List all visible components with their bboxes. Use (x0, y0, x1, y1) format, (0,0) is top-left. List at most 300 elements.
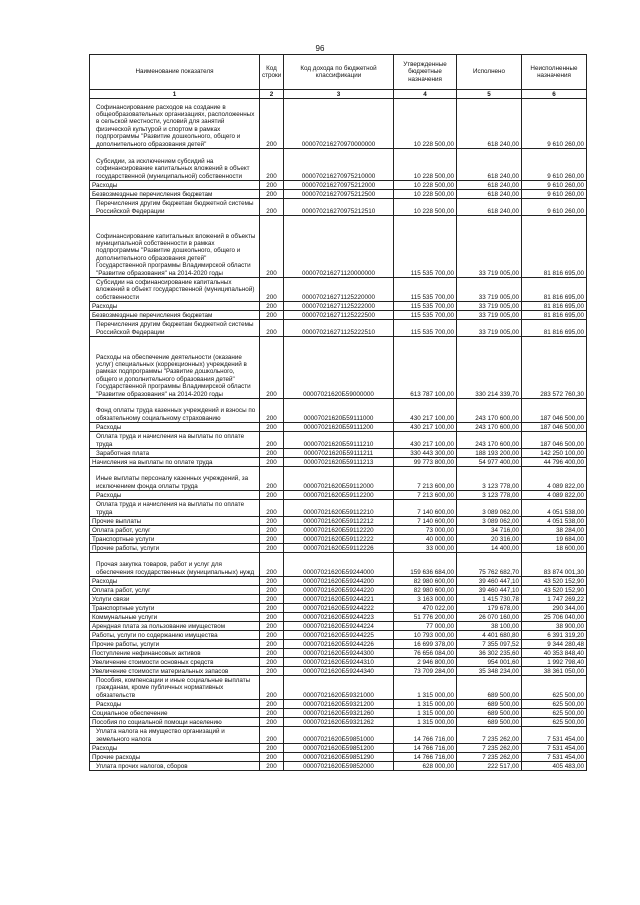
row-name: Оплата труда и начисления на выплаты по оплате труда (90, 500, 260, 517)
row-income-code: 000070216270975212500 (284, 190, 394, 199)
row-line-code: 200 (260, 467, 284, 491)
row-approved: 7 140 600,00 (394, 517, 457, 526)
row-line-code: 200 (260, 553, 284, 577)
row-line-code: 200 (260, 216, 284, 278)
header-executed: Исполнено (457, 55, 522, 90)
row-name: Расходы (90, 491, 260, 500)
row-line-code: 200 (260, 181, 284, 190)
row-unexecuted: 44 796 400,00 (522, 458, 587, 467)
row-executed: 689 500,00 (457, 718, 522, 727)
row-approved: 1 315 000,00 (394, 700, 457, 709)
row-unexecuted: 7 531 454,00 (522, 727, 587, 744)
row-line-code: 200 (260, 517, 284, 526)
row-line-code: 200 (260, 709, 284, 718)
row-unexecuted: 4 051 538,00 (522, 517, 587, 526)
row-name: Транспортные услуги (90, 535, 260, 544)
row-income-code: 00007021620Б59244225 (284, 631, 394, 640)
table-row (90, 190, 587, 199)
row-unexecuted: 1 992 798,40 (522, 658, 587, 667)
row-executed: 33 719 005,00 (457, 311, 522, 320)
row-approved: 51 776 200,00 (394, 613, 457, 622)
row-executed: 7 235 262,00 (457, 727, 522, 744)
row-income-code: 00007021620Б59111211 (284, 449, 394, 458)
row-name: Заработная плата (90, 449, 260, 458)
row-executed: 33 719 005,00 (457, 216, 522, 278)
row-income-code: 00007021620Б59112222 (284, 535, 394, 544)
row-line-code: 200 (260, 302, 284, 311)
row-executed: 330 214 339,70 (457, 337, 522, 399)
row-income-code: 00007021620Б59244223 (284, 613, 394, 622)
row-approved: 77 000,00 (394, 622, 457, 631)
row-line-code: 200 (260, 423, 284, 432)
row-approved: 115 535 700,00 (394, 320, 457, 337)
table-row (90, 337, 587, 399)
table-row (90, 553, 587, 577)
row-line-code: 200 (260, 586, 284, 595)
header-income-code: Код дохода по бюджетной классификации (284, 55, 394, 90)
table-row (90, 709, 587, 718)
row-line-code: 200 (260, 311, 284, 320)
row-unexecuted: 81 816 695,00 (522, 278, 587, 302)
row-line-code: 200 (260, 595, 284, 604)
header-row (90, 55, 587, 90)
row-name: Прочие работы, услуги (90, 544, 260, 553)
row-executed: 14 400,00 (457, 544, 522, 553)
row-income-code: 000070216271125220000 (284, 278, 394, 302)
row-unexecuted: 290 344,00 (522, 604, 587, 613)
row-name: Коммунальные услуги (90, 613, 260, 622)
row-line-code: 200 (260, 458, 284, 467)
row-approved: 3 163 000,00 (394, 595, 457, 604)
table-row (90, 399, 587, 423)
row-approved: 10 793 000,00 (394, 631, 457, 640)
table-row (90, 658, 587, 667)
row-name: Работы, услуги по содержанию имущества (90, 631, 260, 640)
table-row (90, 432, 587, 449)
row-unexecuted: 4 089 822,00 (522, 491, 587, 500)
table-row (90, 458, 587, 467)
table-row (90, 544, 587, 553)
col-index: 6 (522, 90, 587, 99)
row-line-code: 200 (260, 700, 284, 709)
row-executed: 618 240,00 (457, 149, 522, 181)
row-income-code: 000070216270975212000 (284, 181, 394, 190)
row-income-code: 000070216270970000000 (284, 99, 394, 149)
row-unexecuted: 9 344 280,48 (522, 640, 587, 649)
row-executed: 7 235 262,00 (457, 753, 522, 762)
row-unexecuted: 6 391 319,20 (522, 631, 587, 640)
row-unexecuted: 4 051 538,00 (522, 500, 587, 517)
row-unexecuted: 7 531 454,00 (522, 744, 587, 753)
table-row (90, 302, 587, 311)
row-executed: 954 001,60 (457, 658, 522, 667)
table-row (90, 423, 587, 432)
page-number: 96 (315, 44, 325, 53)
col-index: 4 (394, 90, 457, 99)
row-line-code: 200 (260, 613, 284, 622)
row-line-code: 200 (260, 604, 284, 613)
row-approved: 628 000,00 (394, 762, 457, 771)
row-executed: 39 460 447,10 (457, 577, 522, 586)
row-income-code: 00007021620Б59851000 (284, 727, 394, 744)
row-approved: 2 946 800,00 (394, 658, 457, 667)
row-name: Прочие работы, услуги (90, 640, 260, 649)
row-approved: 470 022,00 (394, 604, 457, 613)
row-line-code: 200 (260, 544, 284, 553)
row-unexecuted: 9 610 260,00 (522, 199, 587, 216)
col-index: 5 (457, 90, 522, 99)
row-name: Фонд оплаты труда казенных учреждений и взносы по обязательному социальному страхованию (90, 399, 260, 423)
row-income-code: 00007021620Б59112220 (284, 526, 394, 535)
row-unexecuted: 1 747 269,22 (522, 595, 587, 604)
row-executed: 3 123 778,00 (457, 491, 522, 500)
row-line-code: 200 (260, 99, 284, 149)
row-executed: 243 170 600,00 (457, 399, 522, 423)
row-line-code: 200 (260, 753, 284, 762)
row-approved: 82 980 600,00 (394, 577, 457, 586)
row-name: Оплата работ, услуг (90, 526, 260, 535)
row-unexecuted: 19 684,00 (522, 535, 587, 544)
table-row (90, 640, 587, 649)
row-name: Субсидии, за исключением субсидий на софинансирование капитальных вложений в объект государственной (муниципальной) собственности (90, 149, 260, 181)
row-line-code: 200 (260, 449, 284, 458)
row-line-code: 200 (260, 199, 284, 216)
row-income-code: 000070216271120000000 (284, 216, 394, 278)
row-line-code: 200 (260, 658, 284, 667)
row-name: Увеличение стоимости основных средств (90, 658, 260, 667)
row-unexecuted: 38 284,00 (522, 526, 587, 535)
header-name: Наименование показателя (90, 55, 260, 90)
row-name: Прочие выплаты (90, 517, 260, 526)
row-executed: 618 240,00 (457, 190, 522, 199)
row-income-code: 00007021620Б59321200 (284, 700, 394, 709)
row-income-code: 00007021620Б59112200 (284, 491, 394, 500)
row-name: Оплата труда и начисления на выплаты по оплате труда (90, 432, 260, 449)
table-row (90, 149, 587, 181)
row-line-code: 200 (260, 727, 284, 744)
row-executed: 188 193 200,00 (457, 449, 522, 458)
col-index: 2 (260, 90, 284, 99)
header-approved: Утвержденные бюджетные назначения (394, 55, 457, 90)
row-unexecuted: 283 572 760,30 (522, 337, 587, 399)
row-executed: 54 977 400,00 (457, 458, 522, 467)
row-approved: 10 228 500,00 (394, 99, 457, 149)
row-unexecuted: 38 900,00 (522, 622, 587, 631)
row-name: Расходы (90, 181, 260, 190)
row-income-code: 00007021620Б59244000 (284, 553, 394, 577)
row-name: Начисления на выплаты по оплате труда (90, 458, 260, 467)
row-income-code: 00007021620Б59112226 (284, 544, 394, 553)
row-executed: 33 719 005,00 (457, 302, 522, 311)
row-income-code: 00007021620Б59244224 (284, 622, 394, 631)
table-row (90, 199, 587, 216)
row-executed: 20 316,00 (457, 535, 522, 544)
row-executed: 243 170 600,00 (457, 423, 522, 432)
row-name: Арендная плата за пользование имуществом (90, 622, 260, 631)
table-body (90, 99, 587, 771)
row-unexecuted: 187 046 500,00 (522, 423, 587, 432)
row-approved: 99 773 800,00 (394, 458, 457, 467)
row-name: Транспортные услуги (90, 604, 260, 613)
column-index-row (90, 90, 587, 99)
row-income-code: 000070216270975210000 (284, 149, 394, 181)
row-unexecuted: 625 500,00 (522, 676, 587, 700)
row-line-code: 200 (260, 631, 284, 640)
row-unexecuted: 625 500,00 (522, 700, 587, 709)
row-line-code: 200 (260, 526, 284, 535)
table-row (90, 577, 587, 586)
row-line-code: 200 (260, 337, 284, 399)
row-line-code: 200 (260, 500, 284, 517)
col-index: 3 (284, 90, 394, 99)
table-row (90, 467, 587, 491)
row-executed: 243 170 600,00 (457, 432, 522, 449)
row-executed: 3 089 062,00 (457, 517, 522, 526)
row-approved: 7 140 600,00 (394, 500, 457, 517)
row-approved: 10 228 500,00 (394, 181, 457, 190)
row-unexecuted: 43 520 152,90 (522, 586, 587, 595)
row-income-code: 00007021620Б59244221 (284, 595, 394, 604)
row-executed: 33 719 005,00 (457, 320, 522, 337)
row-approved: 14 766 716,00 (394, 727, 457, 744)
row-income-code: 00007021620Б59321262 (284, 718, 394, 727)
table-row (90, 320, 587, 337)
row-approved: 115 535 700,00 (394, 216, 457, 278)
row-approved: 115 535 700,00 (394, 302, 457, 311)
row-line-code: 200 (260, 667, 284, 676)
table-row (90, 604, 587, 613)
row-unexecuted: 4 089 822,00 (522, 467, 587, 491)
row-income-code: 00007021620Б59244300 (284, 649, 394, 658)
row-income-code: 00007021620Б59851200 (284, 744, 394, 753)
row-line-code: 200 (260, 718, 284, 727)
row-income-code: 00007021620Б59244220 (284, 586, 394, 595)
row-income-code: 00007021620Б59244222 (284, 604, 394, 613)
row-line-code: 200 (260, 190, 284, 199)
row-name: Прочие расходы (90, 753, 260, 762)
header-line-code: Код строки (260, 55, 284, 90)
row-approved: 430 217 100,00 (394, 399, 457, 423)
row-executed: 26 070 160,00 (457, 613, 522, 622)
row-executed: 33 719 005,00 (457, 278, 522, 302)
row-executed: 75 762 682,70 (457, 553, 522, 577)
table-row (90, 700, 587, 709)
table-row (90, 762, 587, 771)
row-line-code: 200 (260, 577, 284, 586)
row-approved: 10 228 500,00 (394, 149, 457, 181)
row-income-code: 000070216270975212510 (284, 199, 394, 216)
row-name: Социальное обеспечение (90, 709, 260, 718)
row-approved: 115 535 700,00 (394, 278, 457, 302)
row-income-code: 00007021620Б59244200 (284, 577, 394, 586)
table-row (90, 753, 587, 762)
row-unexecuted: 187 046 500,00 (522, 399, 587, 423)
row-executed: 618 240,00 (457, 199, 522, 216)
row-approved: 73 000,00 (394, 526, 457, 535)
table-row (90, 535, 587, 544)
row-unexecuted: 9 610 260,00 (522, 190, 587, 199)
row-approved: 16 699 378,00 (394, 640, 457, 649)
row-name: Расходы (90, 577, 260, 586)
row-unexecuted: 25 706 040,00 (522, 613, 587, 622)
row-income-code: 00007021620Б59321260 (284, 709, 394, 718)
row-unexecuted: 81 816 695,00 (522, 216, 587, 278)
row-approved: 10 228 500,00 (394, 190, 457, 199)
row-name: Уплата налога на имущество организаций и земельного налога (90, 727, 260, 744)
table-row (90, 99, 587, 149)
row-income-code: 000070216271125222000 (284, 302, 394, 311)
row-name: Пособия, компенсации и иные социальные выплаты гражданам, кроме публичных нормативных обязательств (90, 676, 260, 700)
row-income-code: 00007021620Б59112212 (284, 517, 394, 526)
table-row (90, 718, 587, 727)
row-line-code: 200 (260, 491, 284, 500)
row-approved: 7 213 600,00 (394, 467, 457, 491)
row-name: Безвозмездные перечисления бюджетам (90, 311, 260, 320)
row-income-code: 00007021620Б59000000 (284, 337, 394, 399)
header-unexecuted: Неисполненные назначения (522, 55, 587, 90)
row-executed: 3 123 778,00 (457, 467, 522, 491)
table-row (90, 676, 587, 700)
row-name: Расходы на обеспечение деятельности (оказание услуг) специальных (коррекционных) учреждений в рамках подпрограммы "Развитие дошкольного, общего и дополнительного образования детей" Государственной программы Владимирской области "Развитие образования" на 2014-2020 годы (90, 337, 260, 399)
row-name: Прочая закупка товаров, работ и услуг для обеспечения государственных (муниципальных) нужд (90, 553, 260, 577)
col-index: 1 (90, 90, 260, 99)
row-income-code: 00007021620Б59111210 (284, 432, 394, 449)
row-line-code: 200 (260, 535, 284, 544)
table-row (90, 727, 587, 744)
row-approved: 40 000,00 (394, 535, 457, 544)
row-approved: 1 315 000,00 (394, 718, 457, 727)
row-unexecuted: 7 531 454,00 (522, 753, 587, 762)
row-executed: 689 500,00 (457, 709, 522, 718)
row-name: Расходы (90, 700, 260, 709)
row-income-code: 00007021620Б59111200 (284, 423, 394, 432)
row-unexecuted: 625 500,00 (522, 709, 587, 718)
table-row (90, 667, 587, 676)
row-executed: 689 500,00 (457, 676, 522, 700)
row-name: Перечисления другим бюджетам бюджетной системы Российской Федерации (90, 199, 260, 216)
row-executed: 618 240,00 (457, 99, 522, 149)
row-approved: 115 535 700,00 (394, 311, 457, 320)
row-executed: 38 100,00 (457, 622, 522, 631)
row-name: Безвозмездные перечисления бюджетам (90, 190, 260, 199)
row-line-code: 200 (260, 649, 284, 658)
row-name: Увеличение стоимости материальных запасов (90, 667, 260, 676)
row-unexecuted: 187 046 500,00 (522, 432, 587, 449)
row-unexecuted: 9 610 260,00 (522, 149, 587, 181)
row-line-code: 200 (260, 320, 284, 337)
row-approved: 1 315 000,00 (394, 709, 457, 718)
row-line-code: 200 (260, 622, 284, 631)
table-row (90, 613, 587, 622)
row-executed: 1 415 730,78 (457, 595, 522, 604)
row-income-code: 00007021620Б59244226 (284, 640, 394, 649)
row-approved: 430 217 100,00 (394, 423, 457, 432)
row-name: Расходы (90, 744, 260, 753)
row-line-code: 200 (260, 744, 284, 753)
row-name: Пособия по социальной помощи населению (90, 718, 260, 727)
budget-table (89, 54, 587, 771)
table-row (90, 216, 587, 278)
row-approved: 1 315 000,00 (394, 676, 457, 700)
row-income-code: 00007021620Б59851290 (284, 753, 394, 762)
row-income-code: 00007021620Б59321000 (284, 676, 394, 700)
table-row (90, 500, 587, 517)
row-income-code: 000070216271125222500 (284, 311, 394, 320)
table-row (90, 449, 587, 458)
row-executed: 39 460 447,10 (457, 586, 522, 595)
row-unexecuted: 38 361 050,00 (522, 667, 587, 676)
row-executed: 7 355 097,52 (457, 640, 522, 649)
row-income-code: 00007021620Б59852000 (284, 762, 394, 771)
row-approved: 330 443 300,00 (394, 449, 457, 458)
row-line-code: 200 (260, 432, 284, 449)
row-approved: 33 000,00 (394, 544, 457, 553)
table-row (90, 744, 587, 753)
row-name: Перечисления другим бюджетам бюджетной системы Российской Федерации (90, 320, 260, 337)
table-row (90, 311, 587, 320)
row-approved: 73 709 284,00 (394, 667, 457, 676)
row-executed: 4 401 680,80 (457, 631, 522, 640)
table-row (90, 517, 587, 526)
row-line-code: 200 (260, 676, 284, 700)
row-name: Расходы (90, 423, 260, 432)
row-approved: 14 766 716,00 (394, 753, 457, 762)
row-line-code: 200 (260, 762, 284, 771)
row-income-code: 00007021620Б59244340 (284, 667, 394, 676)
row-unexecuted: 81 816 695,00 (522, 311, 587, 320)
row-approved: 76 656 084,00 (394, 649, 457, 658)
row-unexecuted: 142 250 100,00 (522, 449, 587, 458)
row-income-code: 00007021620Б59111000 (284, 399, 394, 423)
row-approved: 82 980 600,00 (394, 586, 457, 595)
table-row (90, 649, 587, 658)
row-approved: 7 213 600,00 (394, 491, 457, 500)
row-unexecuted: 9 610 260,00 (522, 181, 587, 190)
row-name: Услуги связи (90, 595, 260, 604)
table-row (90, 586, 587, 595)
row-approved: 10 228 500,00 (394, 199, 457, 216)
row-unexecuted: 18 600,00 (522, 544, 587, 553)
row-line-code: 200 (260, 278, 284, 302)
row-line-code: 200 (260, 399, 284, 423)
row-line-code: 200 (260, 640, 284, 649)
row-income-code: 00007021620Б59112210 (284, 500, 394, 517)
row-executed: 7 235 262,00 (457, 744, 522, 753)
row-name: Софинансирование капитальных вложений в объекты муниципальной собственности в рамках подпрограммы "Развитие дошкольного, общего и дополнительного образования детей" Государственной программы Владимирской области "Развитие образования" на 2014-2020 годы (90, 216, 260, 278)
row-executed: 3 089 062,00 (457, 500, 522, 517)
table-row (90, 526, 587, 535)
table-row (90, 631, 587, 640)
row-unexecuted: 81 816 695,00 (522, 302, 587, 311)
row-name: Иные выплаты персоналу казенных учреждений, за исключением фонда оплаты труда (90, 467, 260, 491)
row-executed: 34 716,00 (457, 526, 522, 535)
row-income-code: 00007021620Б59112000 (284, 467, 394, 491)
row-name: Оплата работ, услуг (90, 586, 260, 595)
row-income-code: 00007021620Б59244310 (284, 658, 394, 667)
row-executed: 618 240,00 (457, 181, 522, 190)
row-unexecuted: 9 610 260,00 (522, 99, 587, 149)
table-row (90, 622, 587, 631)
table-row (90, 278, 587, 302)
row-name: Софинансирование расходов на создание в общеобразовательных организациях, расположенных в сельской местности, условий для занятий физической культурой и спортом в рамках подпрограммы "Развитие дошкольного, общего и дополнительного образования детей" (90, 99, 260, 149)
row-unexecuted: 81 816 695,00 (522, 320, 587, 337)
row-name: Уплата прочих налогов, сборов (90, 762, 260, 771)
row-executed: 179 678,00 (457, 604, 522, 613)
row-name: Поступление нефинансовых активов (90, 649, 260, 658)
row-unexecuted: 625 500,00 (522, 718, 587, 727)
row-income-code: 00007021620Б59111213 (284, 458, 394, 467)
row-unexecuted: 83 874 001,30 (522, 553, 587, 577)
